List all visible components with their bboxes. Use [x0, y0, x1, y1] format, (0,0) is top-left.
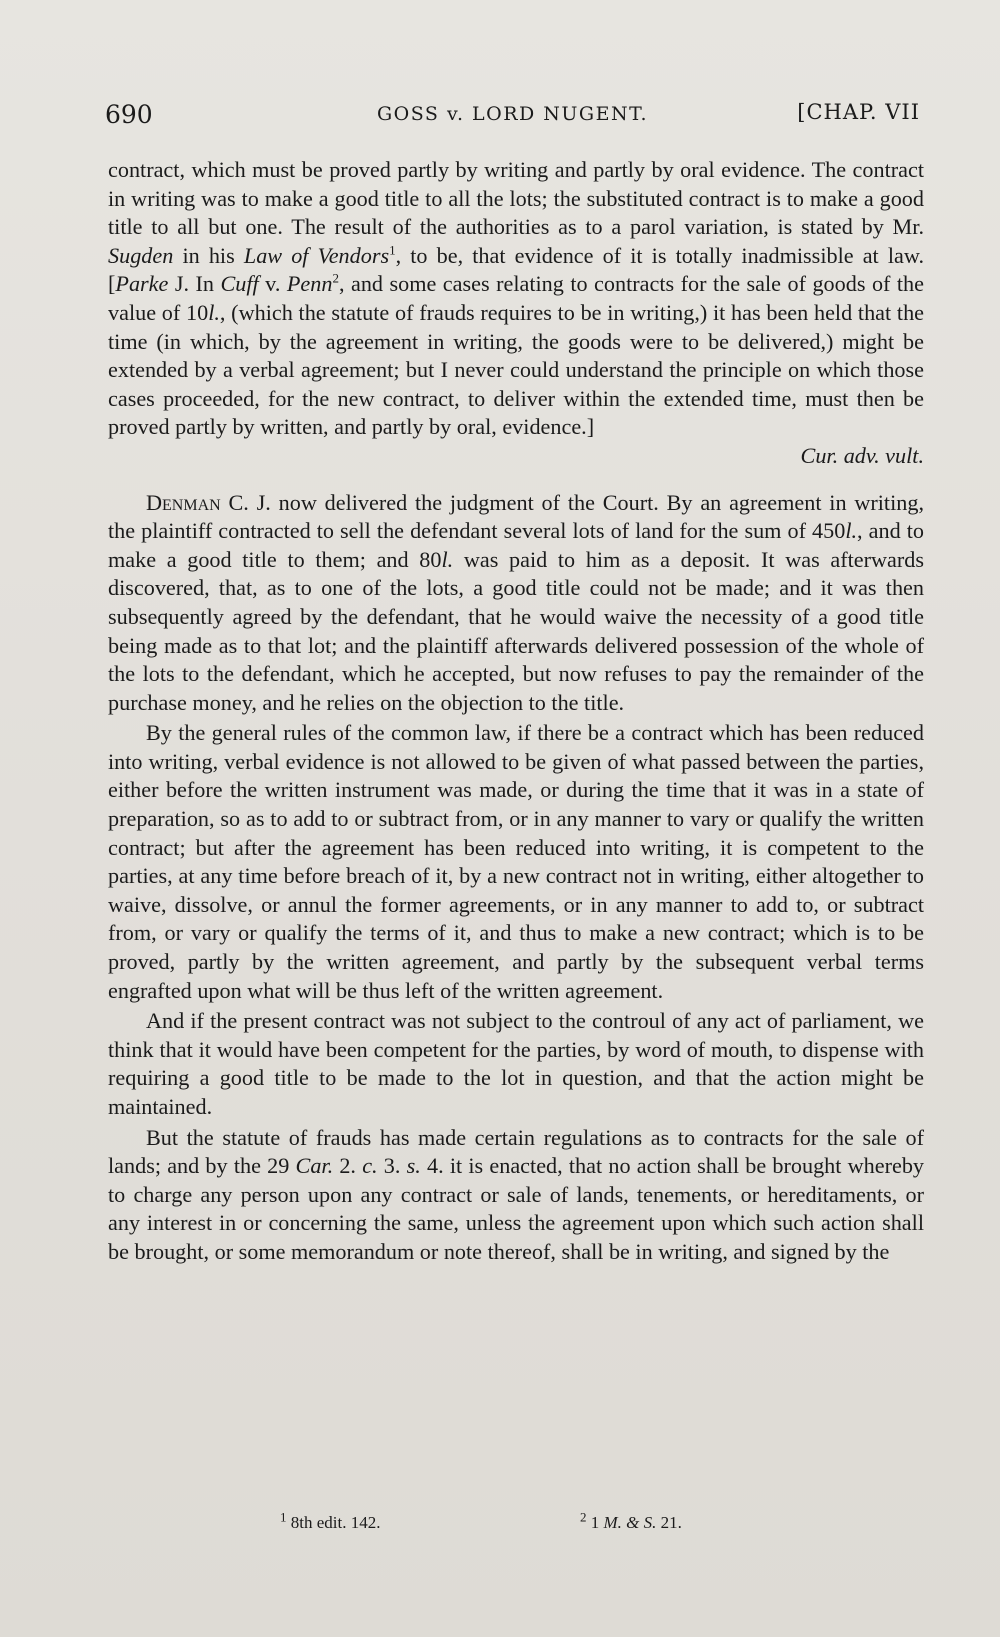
text-run: , to be, that evidence of it is totally inadmissible at law. [ [108, 242, 924, 297]
paragraph-statute [108, 1124, 924, 1267]
statute-abbrev: Car. [295, 1153, 334, 1179]
running-title: GOSS v. LORD NUGENT. [376, 103, 649, 125]
footnote-text: 1 [586, 1513, 604, 1532]
report-abbrev: M. & S. [603, 1513, 657, 1532]
text-run: 3. [377, 1153, 407, 1179]
footnote-text: 21. [656, 1513, 682, 1532]
text-run: , and some cases relating to contracts for the sale of goods of the value of 10 [108, 271, 925, 325]
paragraph-parliament: And if the present contract was not subject to the controul of any act of parliament, we think that it would have been competent for the parties, by word of mouth, to dispense with requiring a good title to be made to the lot in question, and that the action might be maintained. [108, 1008, 924, 1119]
text-run: But the statute of frauds has made certain regulations as to contracts for the sale of lands; and by the 29 [108, 1124, 924, 1179]
text-run: 4. it is enacted, that no action shall be brought whereby to charge any person upon any contract or sale of lands, tenements, or hereditaments, or any interest in or concerning the same, unless the agreement upon which such action shall be brought, or some memorandum or note thereof, shall be in writing, and signed by the [108, 1153, 925, 1264]
case-name: Penn [286, 271, 333, 297]
judge-name: Parke [115, 271, 169, 297]
text-run: was paid to him as a deposit. It was afterwards discovered, that, as to one of the lots, a good title could not be made; and it was then subsequently agreed by the defendant, that he would waive the necessity of a good title being made as to that lot; and the plaintiff afterwards delivered possession of the whole of the lots to the defendant, which he accepted, but now refuses to pay the remainder of the purchase money, and he relies on the objection to the title. [108, 546, 924, 715]
footnote-mark: 2 [580, 1509, 587, 1525]
cur-adv-vult: Cur. adv. vult. [800, 442, 924, 468]
footnote-ref: 1 [389, 242, 396, 258]
text-run: v. [258, 271, 287, 297]
paragraph-argument [108, 156, 924, 442]
running-header [105, 100, 920, 140]
book-title: Law of Vendors [243, 242, 390, 268]
footnote-2 [580, 1509, 682, 1533]
judge-name: Denman [146, 489, 221, 515]
case-name: Cuff [220, 271, 259, 297]
footnote-1 [280, 1509, 381, 1533]
body-text [108, 156, 924, 1267]
paragraph-common-law: By the general rules of the common law, if there be a contract which has been reduced into writing, verbal evidence is not allowed to be given of what passed between the parties, either before the written instrument was made, or during the time that it was in a state of preparation, so as to add to or subtract from, or in any manner to vary or qualify the written contract; but after the agreement has been reduced into writing, it is competent to the parties, at any time before breach of it, by a new contract not in writing, either altogether to waive, dissolve, or annul the former agreements, or in any manner to add to, or subtract from, or vary or qualify the terms of it, and thus to make a new contract; which is to be proved, partly by the written agreement, and partly by the subsequent verbal terms engrafted upon what will be thus left of the written agreement. [108, 720, 924, 1003]
statute-abbrev: c. [362, 1153, 378, 1179]
text-run: 2. [333, 1153, 363, 1179]
case-name: Sugden [108, 242, 174, 268]
text-run: , (which the statute of frauds requires to be in writing,) it has been held that the time (in which, by the agreement in writing, the goods were to be delivered,) might be extended by a verbal agreement; but I never could understand the principle on which those cases proceeded, for the new contract, to deliver within the extended time, must then be proved partly by written, and partly by oral, evidence.] [108, 299, 925, 440]
chapter-label: [CHAP. VII [797, 100, 920, 124]
footnote-mark: 1 [280, 1509, 287, 1525]
text-run: in his [173, 242, 244, 268]
footnote-ref: 2 [332, 270, 339, 286]
paragraph-judgment [108, 489, 924, 718]
text-run: C. J. now delivered the judgment of the Court. By an agreement in writing, the plaintiff contracted to sell the defendant several lots of land for the sum of 450 [108, 489, 924, 544]
currency-mark: l. [441, 546, 454, 572]
page-number: 690 [105, 100, 153, 129]
currency-mark: l. [845, 518, 858, 544]
text-run: , and to make a good title to them; and 80 [108, 518, 924, 572]
text-run: J. In [168, 271, 221, 297]
currency-mark: l. [208, 299, 220, 325]
text-run: contract, which must be proved partly by writing and partly by oral evidence. The contract in writing was to make a good title to all the lots; the substituted contract is to make a good title to all but one. The result of the authorities as to a parol variation, is stated by Mr. [108, 157, 924, 240]
footnote-text: 8th edit. 142. [286, 1513, 381, 1532]
statute-abbrev: s. [406, 1153, 421, 1179]
